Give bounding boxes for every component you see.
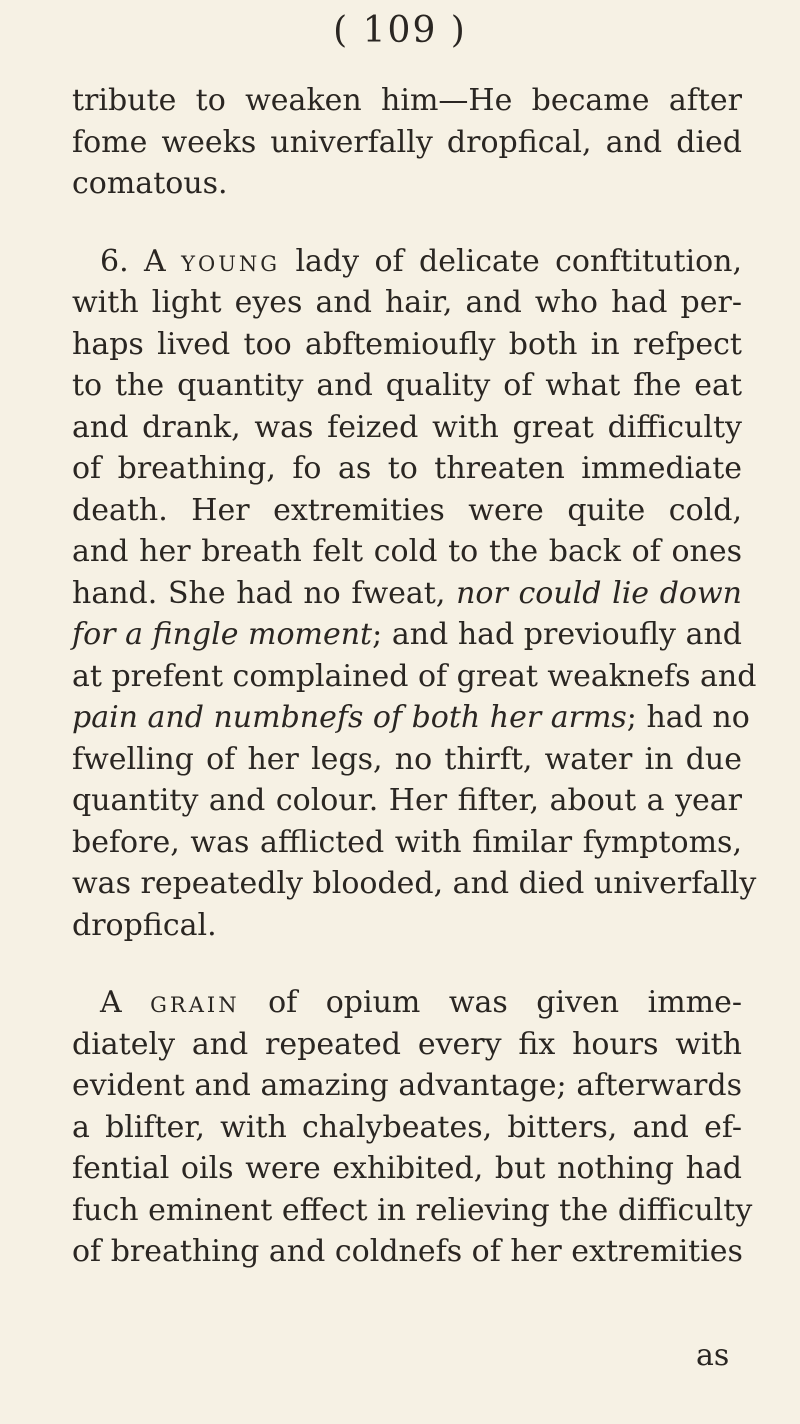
small-caps-word: grain bbox=[150, 985, 240, 1020]
text-line-21 bbox=[72, 982, 742, 1024]
catchword: as bbox=[696, 1338, 730, 1373]
text-line-15 bbox=[72, 697, 750, 739]
text-line-4 bbox=[72, 241, 742, 283]
text-line-5: with light eyes and hair, and who had per- bbox=[72, 285, 742, 320]
text-line-1: tribute to weaken him—He became after bbox=[72, 83, 742, 118]
text-line-16: fwelling of her legs, no thirft, water in due bbox=[72, 741, 742, 777]
text-run: hand. She had no fweat, bbox=[72, 575, 457, 611]
text-line-20: dropfical. bbox=[72, 907, 217, 943]
text-line-8: and drank, was feized with great difficulty bbox=[72, 409, 742, 445]
paragraph-gap bbox=[72, 205, 742, 241]
text-line-23: evident and amazing advantage; afterwards bbox=[72, 1068, 742, 1103]
text-line-17: quantity and colour. Her fifter, about a year bbox=[72, 783, 742, 818]
text-line-26: fuch eminent effect in relieving the difficulty bbox=[72, 1192, 753, 1228]
text-line-14: at prefent complained of great weaknefs and bbox=[72, 658, 757, 694]
text-run: of opium was given imme- bbox=[239, 985, 742, 1020]
case-number: 6. A bbox=[100, 243, 182, 279]
text-run: lady of delicate conftitution, bbox=[280, 243, 742, 279]
body-text bbox=[72, 80, 757, 1273]
text-line-11: and her breath felt cold to the back of ones bbox=[72, 534, 742, 569]
text-line-27: of breathing and coldnefs of her extremities bbox=[72, 1234, 743, 1269]
text-line-22: diately and repeated every fix hours with bbox=[72, 1026, 742, 1062]
text-line-18: before, was afflicted with fimilar fymptoms, bbox=[72, 824, 742, 860]
text-run: A bbox=[100, 985, 151, 1020]
text-line-2: fome weeks univerfally dropfical, and died bbox=[72, 124, 742, 160]
text-line-12 bbox=[72, 573, 742, 615]
text-line-7: to the quantity and quality of what fhe eat bbox=[72, 368, 742, 403]
text-line-10: death. Her extremities were quite cold, bbox=[72, 492, 742, 528]
italic-run: nor could lie down bbox=[456, 575, 742, 611]
text-line-9: of breathing, fo as to threaten immediate bbox=[72, 451, 742, 486]
text-line-25: fential oils were exhibited, but nothing had bbox=[72, 1151, 742, 1186]
text-line-3: comatous. bbox=[72, 166, 228, 201]
paragraph-gap bbox=[72, 946, 742, 982]
page-number: ( 109 ) bbox=[333, 10, 467, 51]
italic-run: for a fingle moment bbox=[72, 617, 373, 652]
text-line-13 bbox=[72, 614, 742, 656]
small-caps-word: young bbox=[181, 243, 281, 279]
text-line-19: was repeatedly blooded, and died univerfally bbox=[72, 866, 757, 901]
text-run: ; had no bbox=[626, 700, 750, 735]
italic-run: pain and numbnefs of both her arms bbox=[72, 700, 627, 735]
text-run: ; and had previoufly and bbox=[372, 617, 742, 652]
text-line-24: a blifter, with chalybeates, bitters, and ef- bbox=[72, 1109, 742, 1145]
text-line-6: haps lived too abftemioufly both in refpect bbox=[72, 326, 742, 362]
